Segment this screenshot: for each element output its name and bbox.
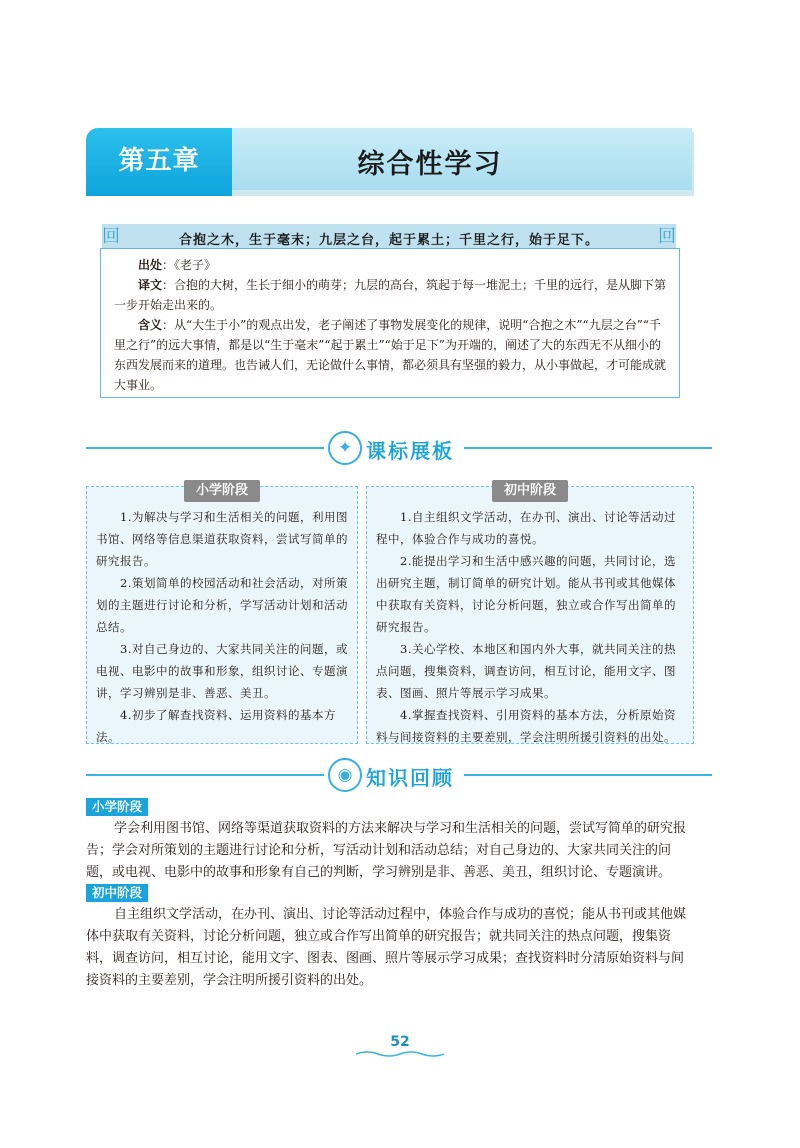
list-item: 4.初步了解查找资料、运用资料的基本方法。 [96, 708, 336, 744]
quote-translation [114, 275, 670, 315]
page-wave-ornament [356, 1050, 444, 1058]
section-divider-left [86, 447, 324, 449]
source-label: 出处 [138, 258, 163, 272]
section-divider-left [86, 774, 324, 776]
junior-standards-list [376, 506, 686, 748]
list-item: 1.自主组织文学活动，在办刊、演出、讨论等活动过程中，体验合作与成功的喜悦。 [376, 510, 676, 546]
primary-stage-tag: 小学阶段 [86, 798, 148, 816]
list-item: 4.掌握查找资料、引用资料的基本方法，分析原始资料与间接资料的主要差别，学会注明所援引资料的出处。 [376, 708, 676, 744]
quote-meaning [114, 315, 670, 395]
junior-stage-tag: 初中阶段 [86, 884, 148, 902]
section-divider-right [464, 774, 712, 776]
fret-ornament-icon: 回 [102, 226, 120, 247]
list-item: 2.能提出学习和生活中感兴趣的问题，共同讨论，选出研究主题，制订简单的研究计划。能从书刊或其他媒体中获取有关资料，讨论分析问题，独立或合作写出简单的研究报告。 [376, 554, 676, 634]
list-item: 3.对自己身边的、大家共同关注的问题，或电视、电影中的故事和形象，组织讨论、专题演讲，学习辨别是非、善恶、美丑。 [96, 642, 348, 700]
junior-review-paragraph: 自主组织文学活动，在办刊、演出、讨论等活动过程中，体验合作与成功的喜悦；能从书刊或其他媒体中获取有关资料，讨论分析问题，独立或合作写出简单的研究报告；就共同关注的热点问题，搜集资料，调查访问，相互讨论，能用文字、图表、图画、照片等展示学习成果；查找资料时分清原始资料与间接资料的主要差别，学会注明所援引资料的出处。 [86, 907, 687, 988]
chapter-tab-label: 第五章 [118, 146, 200, 176]
junior-review-text [86, 904, 694, 992]
primary-standards-heading: 小学阶段 [184, 480, 260, 502]
meaning-text: ：从“大生于小”的观点出发，老子阐述了事物发展变化的规律，说明“合抱之木”“九层之台”“千里之行”的远大事情，都是以“生于毫末”“起于累土”“始于足下”为开端的，阐述了大的东西无不从细小的东西发展而来的道理。也告诫人们，无论做什么事情，都必须具有坚强的毅力，从小事做起，才可能成就大事业。 [114, 318, 667, 392]
list-item: 3.关心学校、本地区和国内外大事，就共同关注的热点问题，搜集资料，调查访问，相互讨论，能用文字、图表、图画、照片等展示学习成果。 [376, 642, 676, 700]
list-item: 1.为解决与学习和生活相关的问题，利用图书馆、网络等信息渠道获取资料，尝试写简单的研究报告。 [96, 510, 348, 568]
primary-standards-list [96, 506, 350, 748]
quote-text: 合抱之木，生于毫末；九层之台，起于累土；千里之行，始于足下。 [178, 233, 599, 248]
section-divider-right [464, 447, 712, 449]
section-title-review: 知识回顾 [366, 766, 454, 790]
primary-review-text [86, 818, 694, 884]
page-number: 52 [390, 1034, 410, 1050]
translation-label: 译文 [138, 278, 163, 292]
list-item: 2.策划简单的校园活动和社会活动，对所策划的主题进行讨论和分析，学写活动计划和活动总结。 [96, 576, 348, 634]
junior-standards-heading: 初中阶段 [492, 480, 568, 502]
quote-body [114, 255, 670, 395]
translation-text: ：合抱的大树，生长于细小的萌芽；九层的高台，筑起于每一堆泥土；千里的远行，是从脚下第一步开始走出来的。 [114, 278, 667, 312]
compass-icon: ✦ [328, 431, 362, 465]
fret-ornament-icon: 回 [658, 226, 676, 247]
owl-icon: ◉ [328, 758, 362, 792]
meaning-label: 含义 [138, 318, 163, 332]
chapter-title: 综合性学习 [357, 149, 503, 180]
section-title-curriculum: 课标展板 [366, 439, 454, 463]
primary-review-paragraph: 学会利用图书馆、网络等渠道获取资料的方法来解决与学习和生活相关的问题，尝试写简单的研究报告；学会对所策划的主题进行讨论和分析，写活动计划和活动总结；对自己身边的、大家共同关注的问题，或电视、电影中的故事和形象有自己的判断，学习辨别是非、善恶、美丑，组织讨论、专题演讲。 [86, 821, 687, 880]
quote-source [114, 255, 670, 275]
source-text: ：《老子》 [162, 258, 217, 272]
